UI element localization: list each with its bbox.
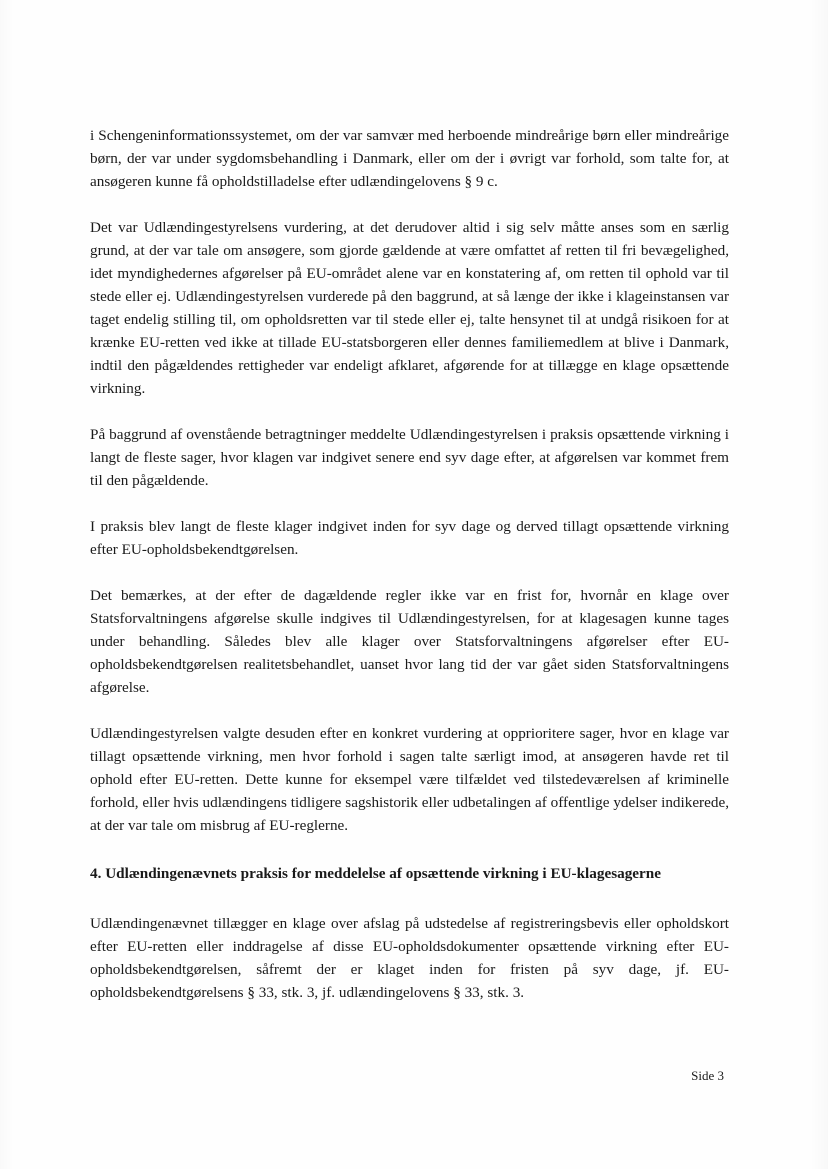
page-number: Side 3 — [691, 1068, 724, 1083]
paragraph-board-practice: Udlændingenævnet tillægger en klage over afslag på udstedelse af registreringsbevis eller opholdskort efter EU-retten eller inddragelse af disse EU-opholdsdokumenter opsættende virkning efter EU-opholdsbekendtgørelsen, såfremt der er klaget inden for fristen på syv dage, jf. EU-opholdsbekendtgørelsens § 33, stk. 3, jf. udlændingelovens § 33, stk. 3. — [90, 915, 729, 1001]
document-body — [90, 124, 729, 1027]
paragraph-prioritization: Udlændingestyrelsen valgte desuden efter en konkret vurdering at opprioritere sager, hvor en klage var tillagt opsættende virkning, men hvor forhold i sagen talte særligt imod, at ansøgeren havde ret til ophold efter EU-retten. Dette kunne for eksempel være tilfældet ved tilstedeværelsen af kriminelle forhold, eller hvis udlændingens tidligere sagshistorik eller udbetalingen af offentlige ydelser indikerede, at der var tale om misbrug af EU-reglerne. — [90, 725, 729, 834]
scan-shadow-left — [0, 0, 14, 1169]
section-heading: 4. Udlændingenævnets praksis for meddelelse af opsættende virkning i EU-klagesagerne — [90, 865, 661, 882]
paragraph-seven-days: I praksis blev langt de fleste klager indgivet inden for syv dage og derved tillagt opsættende virkning efter EU-opholdsbekendtgørelsen. — [90, 518, 729, 558]
paragraph-no-deadline: Det bemærkes, at der efter de dagældende regler ikke var en frist for, hvornår en klage over Statsforvaltningens afgørelse skulle indgives til Udlændingestyrelsen, for at klagesagen kunne tages under behandling. Således blev alle klager over Statsforvaltningens afgørelser efter EU-opholdsbekendtgørelsen realitetsbehandlet, uanset hvor lang tid der var gået siden Statsforvaltningens afgørelse. — [90, 587, 729, 696]
paragraph-schengen: i Schengeninformationssystemet, om der var samvær med herboende mindreårige børn eller mindreårige børn, der var under sygdomsbehandling i Danmark, eller om der i øvrigt var forhold, som talte for, at ansøgeren kunne få opholdstilladelse efter udlændingelovens § 9 c. — [90, 127, 729, 190]
scan-shadow-right — [810, 0, 828, 1169]
paragraph-practice-basis: På baggrund af ovenstående betragtninger meddelte Udlændingestyrelsen i praksis opsættende virkning i langt de fleste sager, hvor klagen var indgivet senere end syv dage efter, at afgørelsen var kommet frem til den pågældende. — [90, 426, 729, 489]
paragraph-assessment: Det var Udlændingestyrelsens vurdering, at det derudover altid i sig selv måtte anses som en særlig grund, at der var tale om ansøgere, som gjorde gældende at være omfattet af retten til fri bevægelighed, idet myndighedernes afgørelser på EU-området alene var en konstatering af, om retten til ophold var til stede eller ej. Udlændingestyrelsen vurderede på den baggrund, at så længe der ikke i klageinstansen var taget endelig stilling til, om opholdsretten var til stede eller ej, talte hensynet til at undgå risikoen for at krænke EU-retten ved ikke at tillade EU-statsborgeren eller dennes familiemedlem at blive i Danmark, indtil den pågældendes rettigheder var endeligt afklaret, afgørende for at tillægge en klage opsættende virkning. — [90, 219, 729, 397]
